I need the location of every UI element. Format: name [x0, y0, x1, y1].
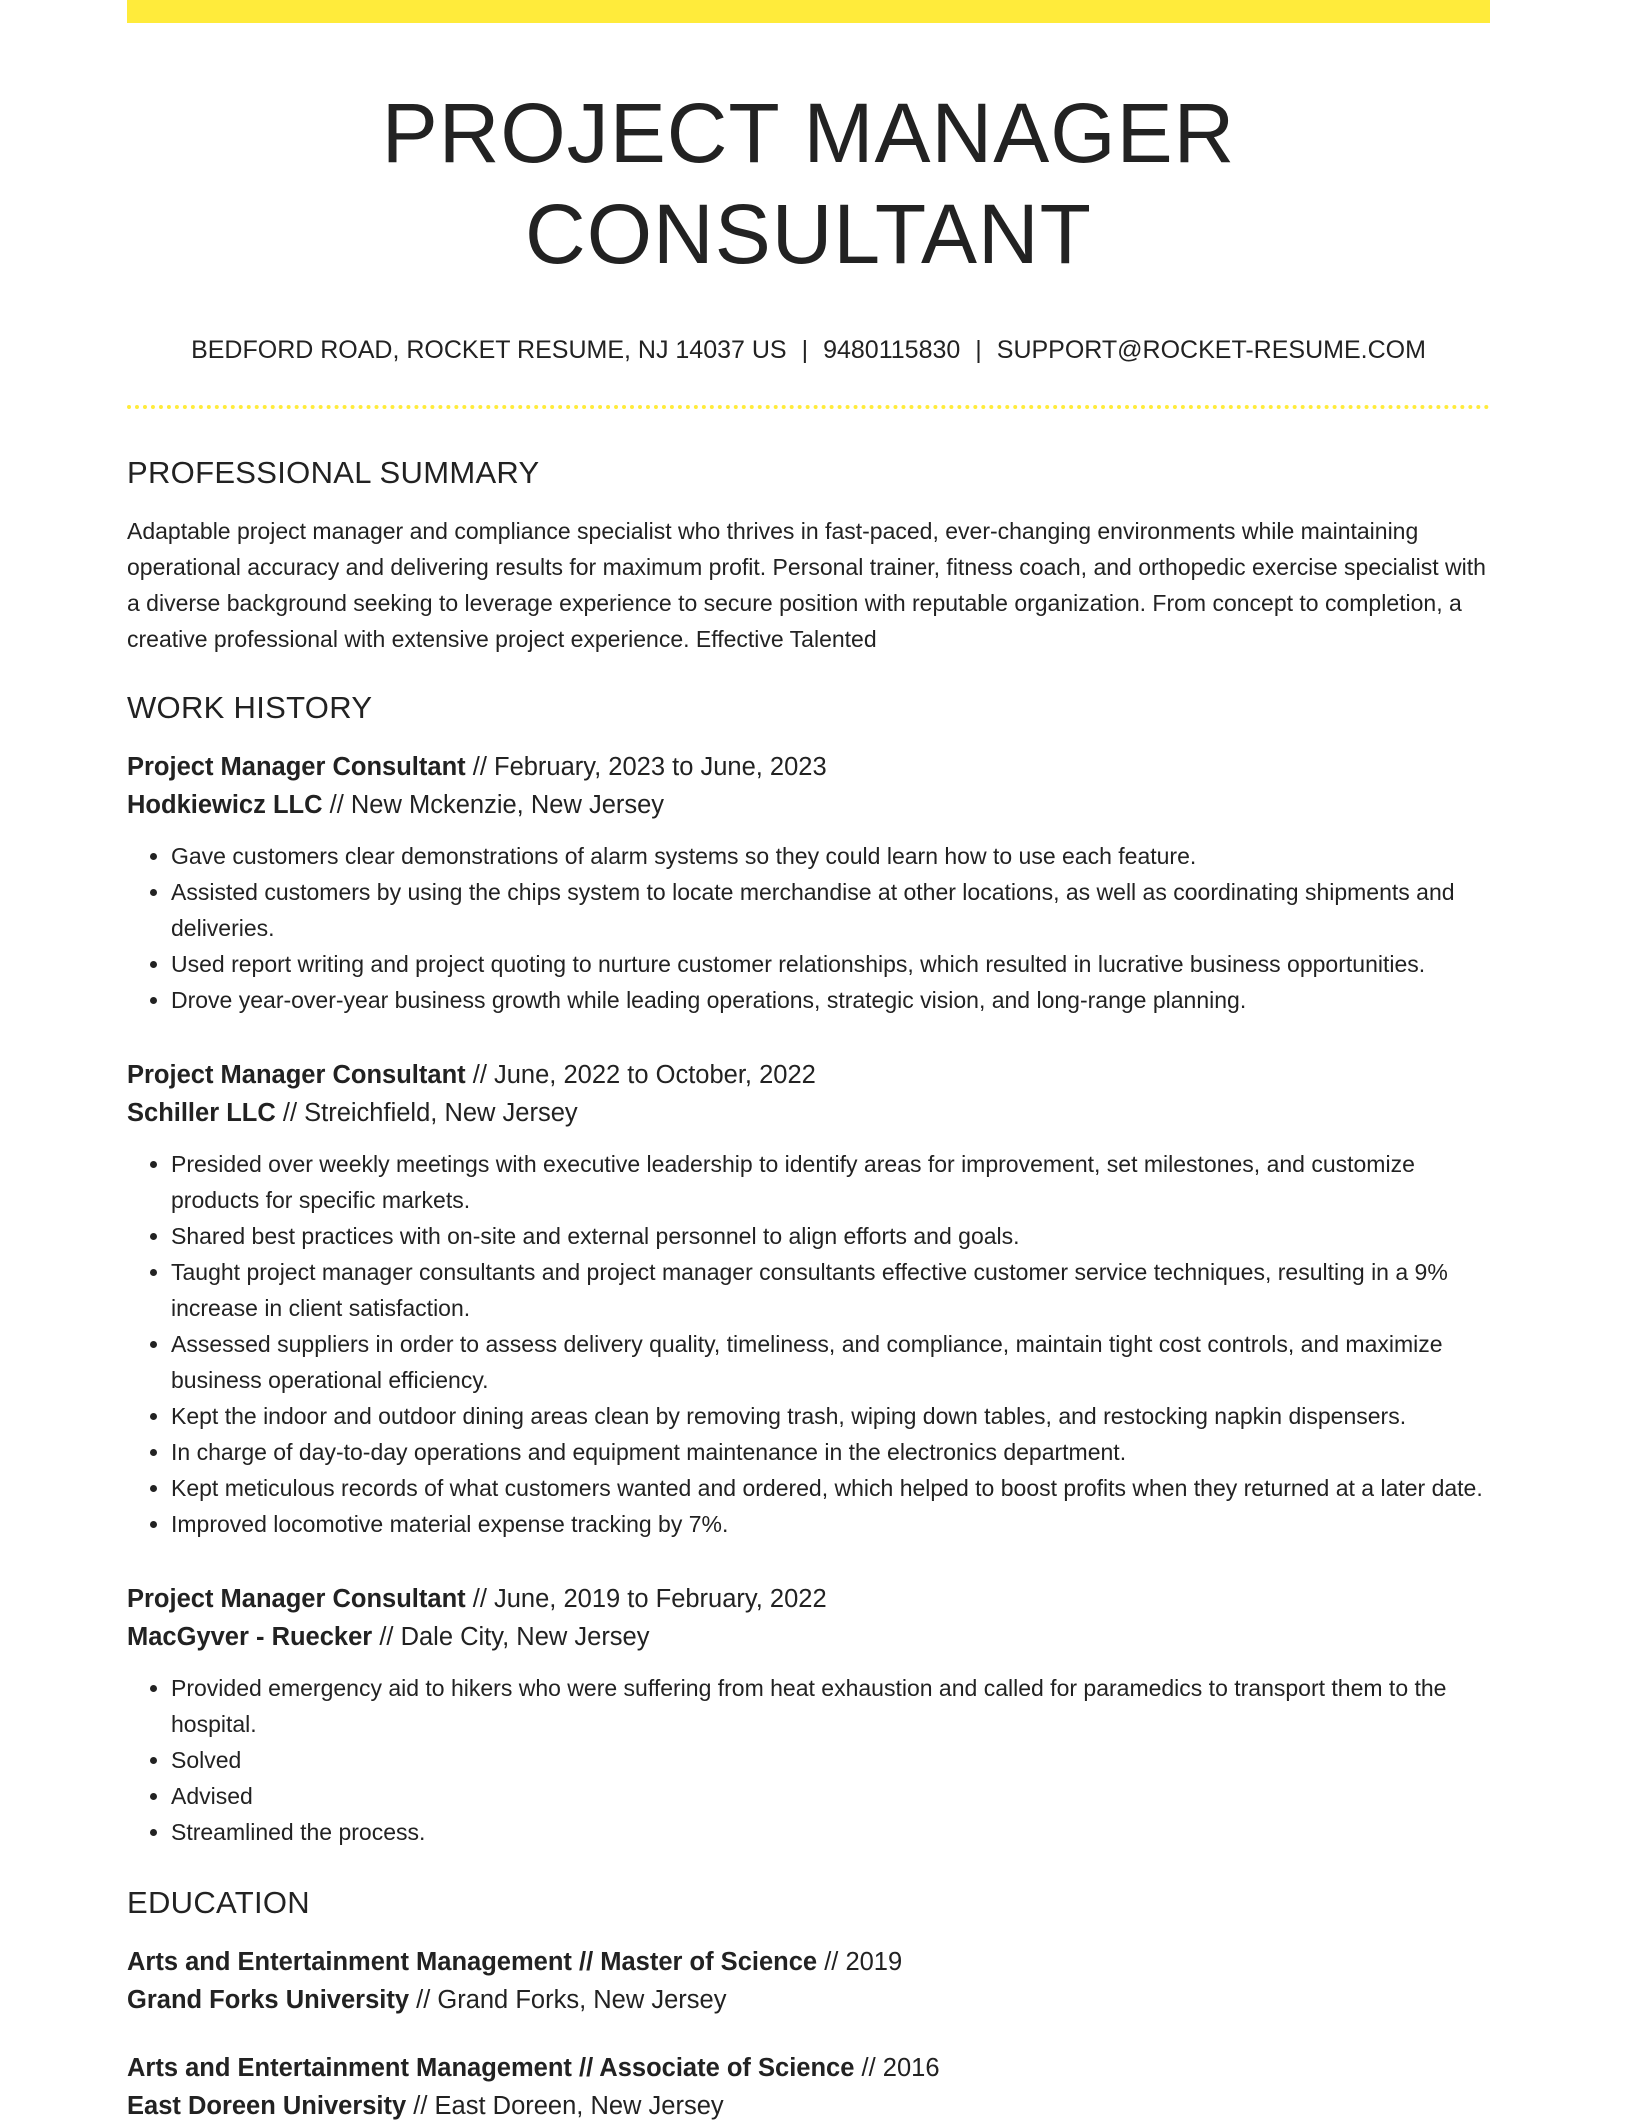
bullet-item: • Shared best practices with on-site and external personnel to align efforts and goals.	[171, 1218, 1490, 1254]
graduation-year: // 2016	[861, 2054, 940, 2083]
bullet-item: • Assisted customers by using the chips system to locate merchandise at other locations, as well as coordinating shipments and deliveries.	[171, 874, 1490, 946]
education-entry	[127, 1943, 1490, 2019]
job-location: // New Mckenzie, New Jersey	[329, 790, 665, 819]
job-bullets	[127, 1670, 1490, 1850]
school-location: // Grand Forks, New Jersey	[416, 1986, 727, 2015]
bullet-item: • Improved locomotive material expense tracking by 7%.	[171, 1506, 1490, 1542]
degree-line	[127, 1943, 1490, 1981]
email: SUPPORT@ROCKET-RESUME.COM	[996, 335, 1426, 364]
job-entry	[127, 748, 1490, 1018]
section-title-education: EDUCATION	[127, 1884, 310, 1920]
job-title-line	[127, 1580, 1490, 1618]
bullet-item: • Kept the indoor and outdoor dining areas clean by removing trash, wiping down tables, and restocking napkin dispensers.	[171, 1398, 1490, 1434]
bullet-item: • Advised	[171, 1778, 1490, 1814]
job-dates: // February, 2023 to June, 2023	[472, 752, 827, 781]
section-title-work-history: WORK HISTORY	[127, 689, 373, 725]
address: BEDFORD ROAD, ROCKET RESUME, NJ 14037 US	[191, 335, 787, 364]
job-company-line	[127, 1094, 1490, 1132]
job-entry	[127, 1580, 1490, 1850]
job-role: Project Manager Consultant	[127, 752, 466, 781]
job-role: Project Manager Consultant	[127, 1060, 466, 1089]
job-title-line	[127, 1056, 1490, 1094]
job-entry	[127, 1056, 1490, 1542]
bullet-item: • Drove year-over-year business growth while leading operations, strategic vision, and long-range planning.	[171, 982, 1490, 1018]
job-company: Hodkiewicz LLC	[127, 790, 323, 819]
job-role: Project Manager Consultant	[127, 1584, 466, 1613]
bullet-item: • Solved	[171, 1742, 1490, 1778]
job-company-line	[127, 1618, 1490, 1656]
school-location: // East Doreen, New Jersey	[413, 2092, 724, 2121]
degree-line	[127, 2049, 1490, 2087]
school-line	[127, 2087, 1490, 2125]
job-bullets	[127, 838, 1490, 1018]
job-dates: // June, 2022 to October, 2022	[472, 1060, 816, 1089]
bullet-item: • In charge of day-to-day operations and equipment maintenance in the electronics department.	[171, 1434, 1490, 1470]
education-entry	[127, 2049, 1490, 2125]
job-location: // Streichfield, New Jersey	[282, 1098, 578, 1127]
job-dates: // June, 2019 to February, 2022	[472, 1584, 827, 1613]
school-line	[127, 1981, 1490, 2019]
contact-separator: |	[801, 335, 809, 364]
job-bullets	[127, 1146, 1490, 1542]
job-company: MacGyver - Ruecker	[127, 1622, 373, 1651]
bullet-item: • Provided emergency aid to hikers who were suffering from heat exhaustion and called for paramedics to transport them to the hospital.	[171, 1670, 1490, 1742]
bullet-item: • Taught project manager consultants and project manager consultants effective customer service techniques, resulting in a 9% increase in client satisfaction.	[171, 1254, 1490, 1326]
bullet-item: • Presided over weekly meetings with executive leadership to identify areas for improvement, set milestones, and customize products for specific markets.	[171, 1146, 1490, 1218]
bullet-item: • Assessed suppliers in order to assess delivery quality, timeliness, and compliance, maintain tight cost controls, and maximize business operational efficiency.	[171, 1326, 1490, 1398]
bullet-item: • Gave customers clear demonstrations of alarm systems so they could learn how to use each feature.	[171, 838, 1490, 874]
resume-name: PROJECT MANAGER CONSULTANT	[381, 86, 1236, 281]
section-title-summary: PROFESSIONAL SUMMARY	[127, 454, 540, 490]
summary-text: Adaptable project manager and compliance specialist who thrives in fast-paced, ever-changing environments while maintaining operational accuracy and delivering results for maximum profit. Personal trainer, fitness coach, and orthopedic exercise specialist with a diverse background seeking to leverage experience to secure position with reputable organization. From concept to completion, a creative professional with extensive project experience. Effective Talented	[127, 517, 1486, 652]
job-company-line	[127, 786, 1490, 824]
contact-separator: |	[975, 335, 982, 364]
bullet-item: • Kept meticulous records of what customers wanted and ordered, which helped to boost profits when they returned at a later date.	[171, 1470, 1490, 1506]
job-title-line	[127, 748, 1490, 786]
degree: Arts and Entertainment Management // Associate of Science	[127, 2054, 855, 2083]
graduation-year: // 2019	[824, 1948, 903, 1977]
top-accent-bar	[127, 0, 1490, 23]
phone: 9480115830	[823, 335, 961, 364]
bullet-item: • Used report writing and project quoting to nurture customer relationships, which resulted in lucrative business opportunities.	[171, 946, 1490, 982]
school-name: Grand Forks University	[127, 1986, 410, 2015]
bullet-item: • Streamlined the process.	[171, 1814, 1490, 1850]
job-location: // Dale City, New Jersey	[379, 1622, 650, 1651]
job-company: Schiller LLC	[127, 1098, 276, 1127]
dotted-divider	[127, 405, 1490, 409]
school-name: East Doreen University	[127, 2092, 407, 2121]
contact-line	[127, 335, 1490, 365]
degree: Arts and Entertainment Management // Master of Science	[127, 1948, 818, 1977]
resume-page	[127, 0, 1490, 2125]
